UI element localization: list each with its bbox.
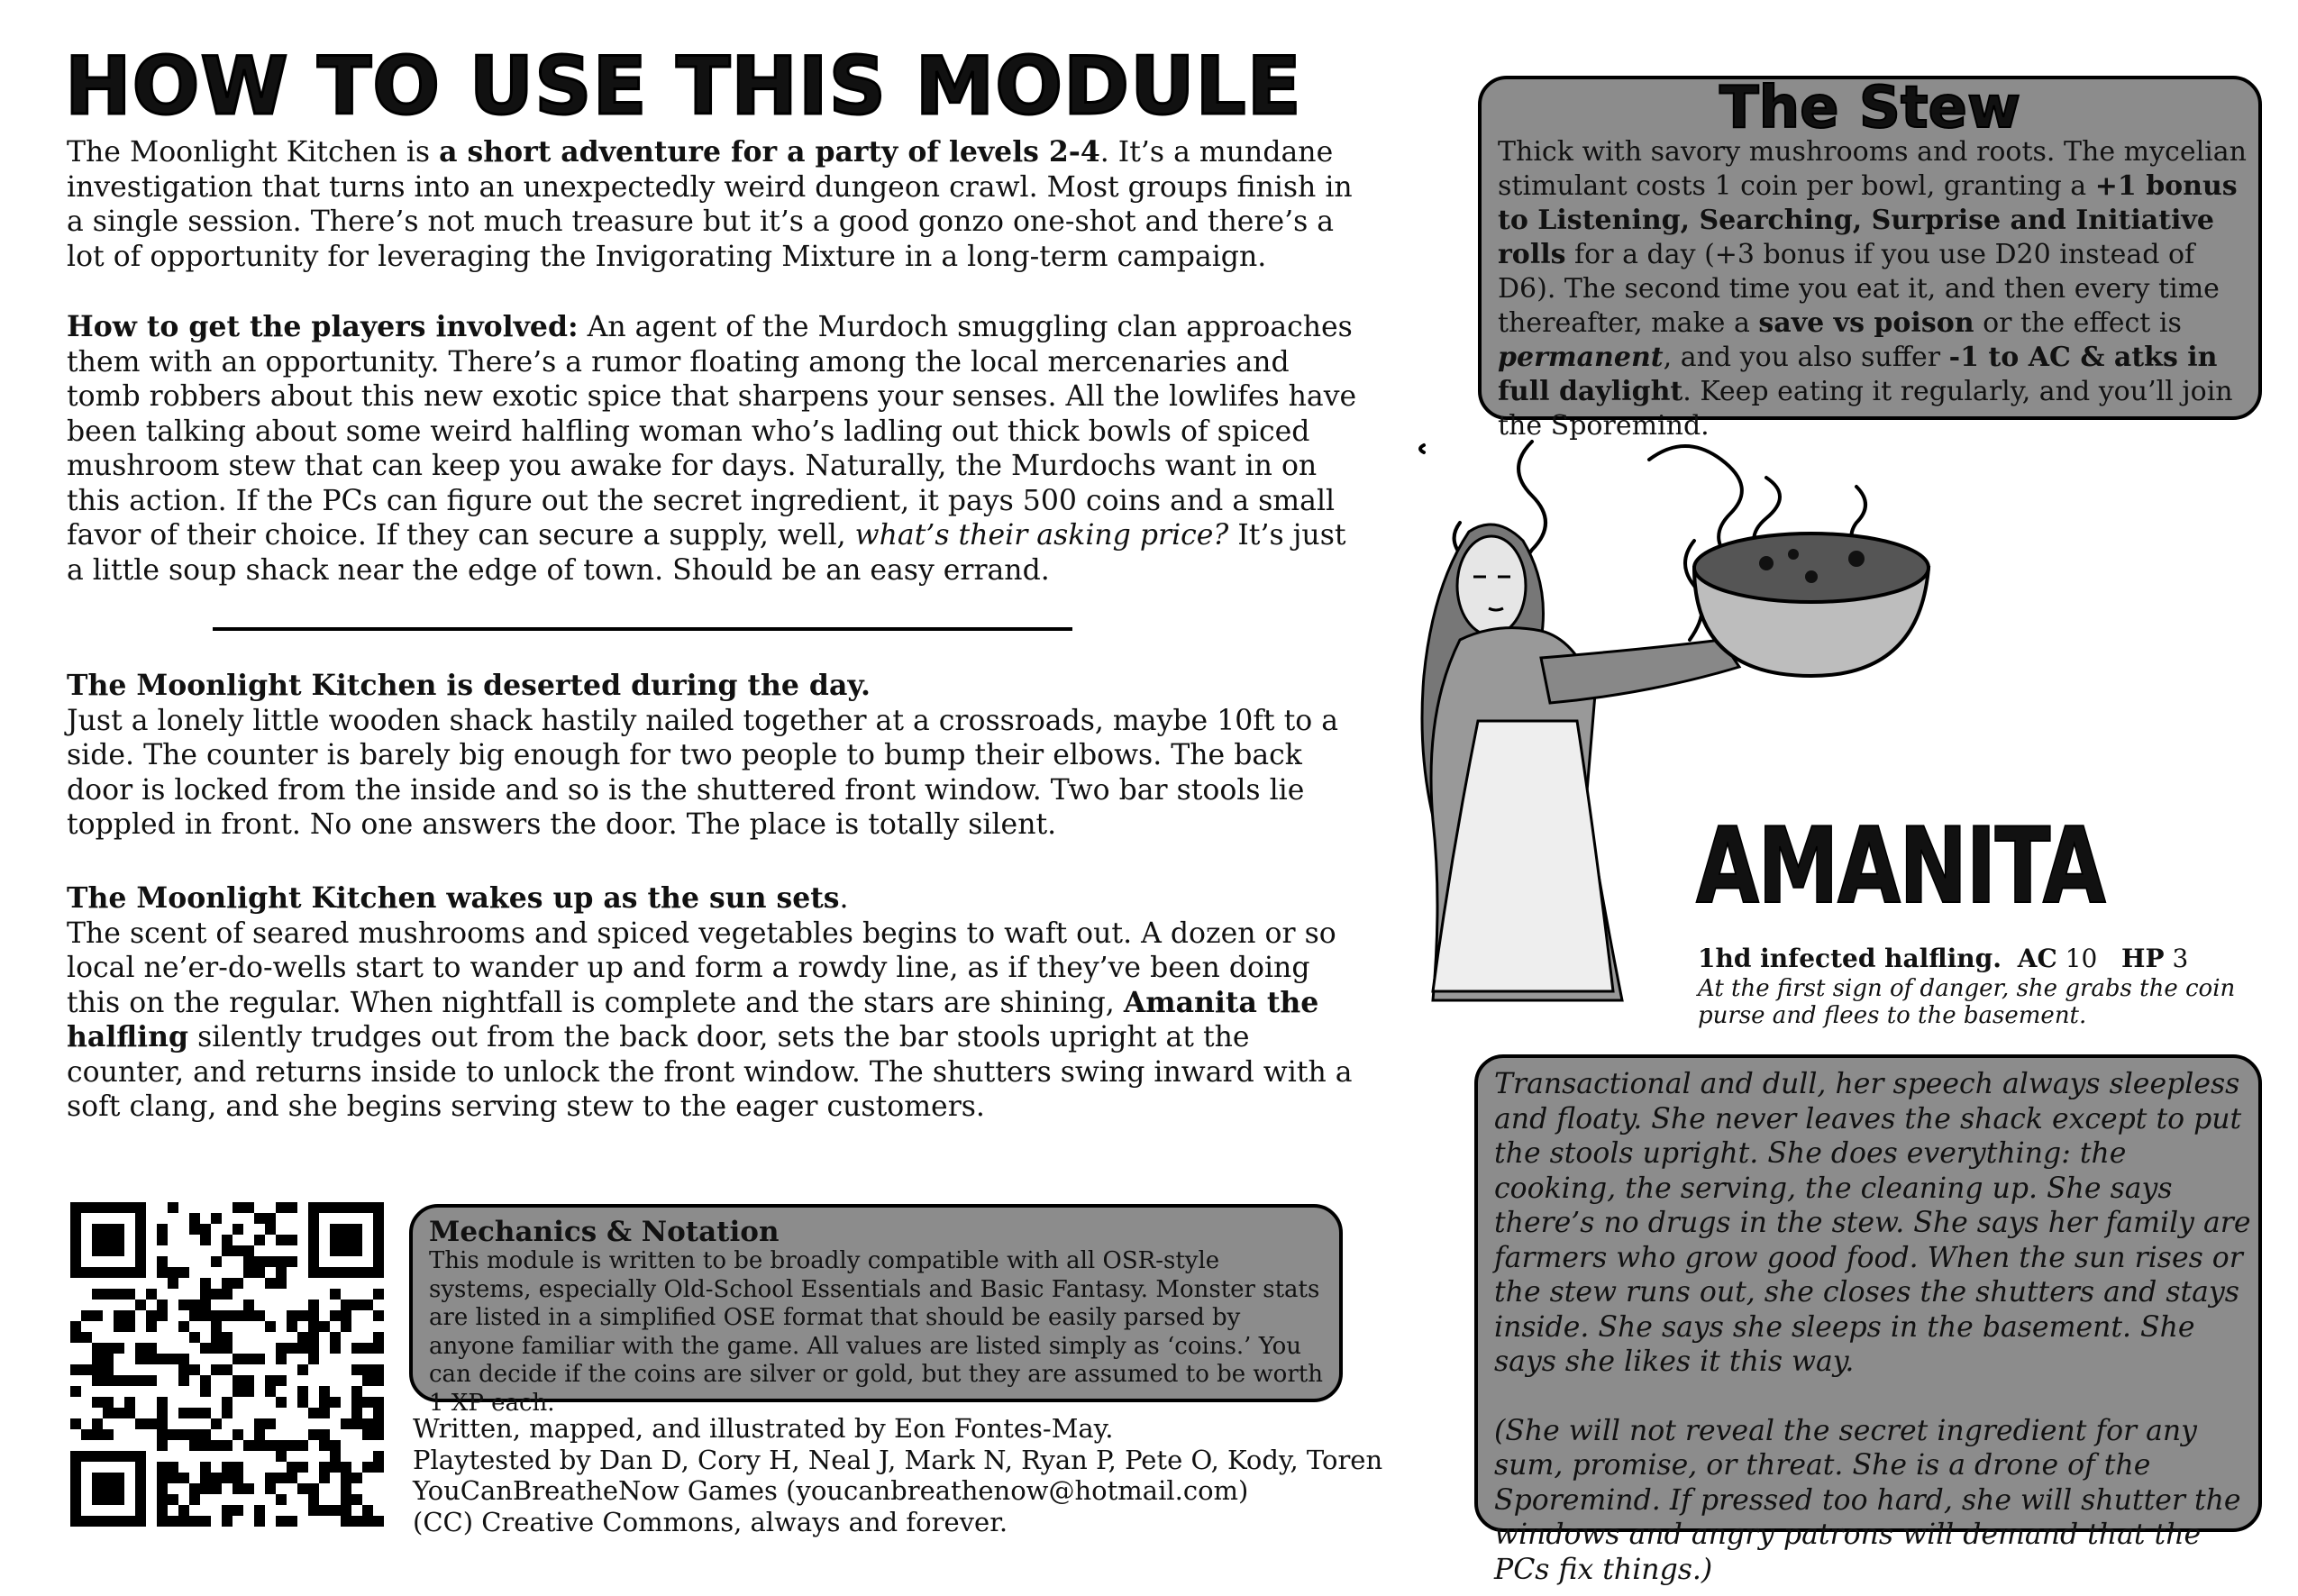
night-section: The Moonlight Kitchen wakes up as the sun sets. The scent of seared mushrooms and spiced vegetables begins to waft out. A dozen or so local ne’er-do-wells start to wander up and form a rowdy line, as if they’ve been doing this on the regular. When nightfall is complete and the stars are shining, Amanita the halfling silently trudges out from the back door, sets the bar stools upright at the counter, and returns inside to unlock the front window. The shutters swing inward with a soft clang, and she begins serving stew to the eager customers.: [67, 881, 1364, 1125]
night-heading: The Moonlight Kitchen wakes up as the sun sets: [67, 881, 840, 915]
page-title: HOW TO USE THIS MODULE: [65, 40, 1302, 132]
amanita-name: AMANITA: [1696, 806, 2105, 927]
amanita-note: At the first sign of danger, she grabs the coin purse and flees to the basement.: [1698, 975, 2236, 1029]
amanita-stats: 1hd infected halfling. AC 10 HP 3: [1698, 944, 2189, 973]
mechanics-box: [409, 1204, 1343, 1417]
mechanics-text: This module is written to be broadly compatible with all OSR-style systems, especially Old-School Essentials and Basic Fantasy. Monster stats are listed in a simplified OSE format that should be easily parsed by anyone familiar with the game. All values are listed simply as ‘coins.’ You can decide if the coins are silver or gold, but they are assumed to be worth 1 XP each.: [429, 1247, 1323, 1417]
day-text: Just a lonely little wooden shack hastily nailed together at a crossroads, maybe 10ft to a side. The counter is barely big enough for two people to bump their elbows. The back door is locked from the inside and so is the shuttered front window. Two bar stools lie toppled in front. No one answers the door. The place is totally silent.: [67, 704, 1339, 841]
day-heading: The Moonlight Kitchen is deserted during the day.: [67, 669, 871, 702]
credit-line: Written, mapped, and illustrated by Eon Fontes-May.: [413, 1413, 1114, 1444]
credit-line: Playtested by Dan D, Cory H, Neal J, Mark N, Ryan P, Pete O, Kody, Toren: [413, 1444, 1383, 1475]
credit-line: YouCanBreatheNow Games (youcanbreathenow@hotmail.com): [413, 1475, 1249, 1506]
section-divider: [213, 627, 1072, 631]
stew-title: The Stew: [1719, 75, 2021, 141]
involve-paragraph: How to get the players involved: An agent of the Murdoch smuggling clan approaches them with an opportunity. There’s a rumor floating among the local mercenaries and tomb robbers about this new exotic spice that sharpens your senses. All the lowlifes have been talking about some weird halfling woman who’s ladling out thick bowls of spiced mushroom stew that can keep you awake for days. Naturally, the Murdochs want in on this action. If the PCs can figure out the secret ingredient, it pays 500 coins and a small favor of their choice. If they can secure a supply, well, what’s their asking price? It’s just a little soup shack near the edge of town. Should be an easy errand.: [67, 310, 1357, 587]
day-section: [67, 669, 1364, 843]
amanita-description-box: [1474, 1054, 2262, 1586]
mechanics-title: Mechanics & Notation: [429, 1216, 780, 1248]
intro-paragraph: The Moonlight Kitchen is a short adventure for a party of levels 2-4. It’s a mundane investigation that turns into an unexpectedly weird dungeon crawl. Most groups finish in a single session. There’s not much treasure but it’s a good gonzo one-shot and there’s a lot of opportunity for leveraging the Invigorating Mixture in a long-term campaign.: [67, 135, 1353, 273]
credit-line: (CC) Creative Commons, always and forever.: [413, 1506, 1008, 1537]
amanita-secret: (She will not reveal the secret ingredient for any sum, promise, or threat. She is a drone of the Sporemind. If pressed too hard, she will shutter the windows and angry patrons will demand that the PCs fix things.): [1494, 1414, 2241, 1586]
qr-code-icon: [70, 1202, 384, 1527]
night-text: The scent of seared mushrooms and spiced vegetables begins to waft out. A dozen or so local ne’er-do-wells start to wander up and form a rowdy line, as if they’ve been doing this on the regular. When nightfall is complete and the stars are shining, Amanita the halfling silently trudges out from the back door, sets the bar stools upright at the counter, and returns inside to unlock the front window. The shutters swing inward with a soft clang, and she begins serving stew to the eager customers.: [67, 917, 1353, 1123]
involve-heading: How to get the players involved:: [67, 310, 579, 343]
stew-text: Thick with savory mushrooms and roots. The mycelian stimulant costs 1 coin per bowl, granting a +1 bonus to Listening, Searching, Surprise and Initiative rolls for a day (+3 bonus if you use D20 instead of D6). The second time you eat it, and then every time thereafter, make a save vs poison or the effect is permanent, and you also suffer -1 to AC & atks in full daylight. Keep eating it regularly, and you’ll join the Sporemind.: [1498, 136, 2247, 442]
credits: [413, 1413, 1404, 1537]
amanita-description: Transactional and dull, her speech always sleepless and floaty. She never leaves the shack except to put the stools upright. She does everything: the cooking, the serving, the cleaning up. She says there’s no drugs in the stew. She says her family are farmers who grow good food. When the sun rises or the stew runs out, she closes the shutters and stays inside. She says she sleeps in the basement. She says she likes it this way.: [1494, 1068, 2251, 1378]
